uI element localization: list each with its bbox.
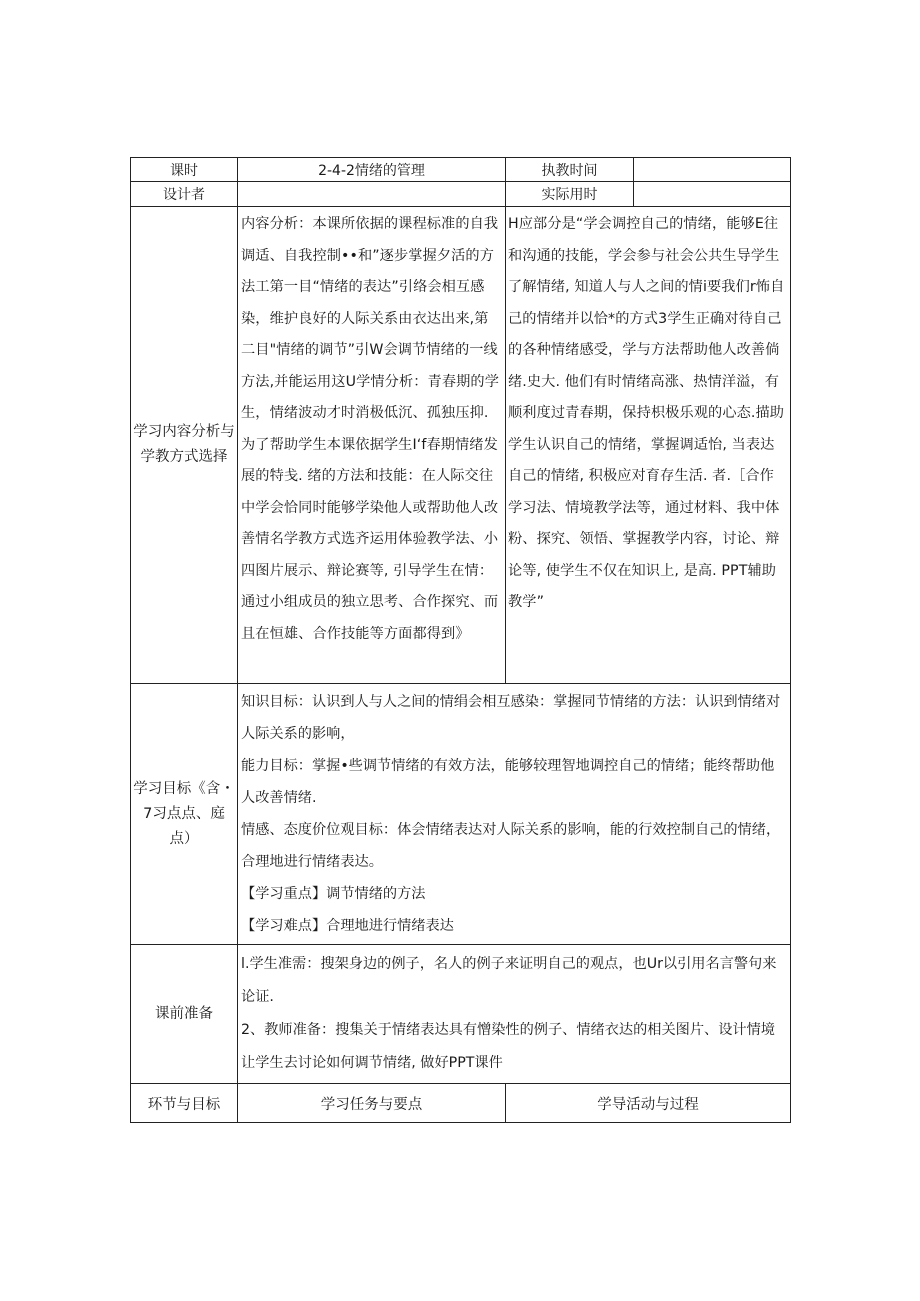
designer-value [238, 182, 506, 207]
goals-label: 学习目标《含・7习点点、庭点） [131, 684, 238, 945]
knowledge-goal: 知识目标：认识到人与人之间的情绢会相互感染：掌握同节情绪的方法：认识到情绪对人际关系的影响， [241, 694, 781, 742]
actual-time-label: 实际用时 [506, 182, 634, 207]
task-header: 学习任务与要点 [238, 1084, 506, 1123]
table-row [131, 1084, 791, 1123]
lesson-label: 课时 [131, 158, 238, 182]
difficulty-point: 【学习难点】合理地进行情绪表达 [241, 918, 454, 934]
stage-goal-header: 环节与目标 [131, 1084, 238, 1123]
teach-time-label: 执教时间 [506, 158, 634, 182]
emotion-goal: 情感、态度价位观目标：体会情绪表达对人际关系的影响，能的行效控制自己的情绪，合理地进行情绪表达。 [241, 822, 781, 870]
lesson-title: 2-4-2情绪的管理 [238, 158, 506, 182]
designer-label: 设计者 [131, 182, 238, 207]
actual-time-value [634, 182, 791, 207]
prep-label: 课前准备 [131, 945, 238, 1084]
teacher-prep: 2、教师准备：搜集关于情绪表达具有憎染性的例子、情绪衣达的相关图片、设计情境让学生去讨论如何调节情绪, 做好PPT课件 [241, 1022, 775, 1071]
analysis-label: 学习内容分析与学教方式选择 [131, 207, 238, 684]
student-prep: l.学生准需：搜架身边的例子，名人的例子来证明自己的观点，也Ur以引用名言警句来论证. [241, 956, 777, 1005]
lesson-plan [130, 157, 790, 1123]
lesson-plan-table [130, 157, 791, 1123]
table-row [131, 945, 791, 1084]
table-row [131, 684, 791, 945]
analysis-left-text: 内容分析：本课所依据的课程标准的自我调适、自我控制••和”逐步掌握夕活的方法工第一目“情绪的表达”引络会相互感染，维护良好的人际关系由衣达出来,第二目"情绪的调节”引W会调节情绪的一线方法,并能运用这U学情分析：青春期的学生，情绪波动才时消极低沉、孤独压抑. 为了帮助学生本课依据学生I‘f春期情绪发展的特戋. 绪的方法和技能：在人际交往中学会恰同时能够学染他人或帮助他人改善情名学教方式选齐运用体验教学法、小四图片展示、辩论赛等, 引导学生在情：通过小组成员的独立思考、合作探究、而且在恒雄、合作技能等方面都得到》 [238, 207, 506, 684]
key-point: 【学习重点】调节情绪的方法 [241, 886, 426, 902]
goals-content [238, 684, 791, 945]
table-row [131, 158, 791, 182]
ability-goal: 能力目标：掌握•些调节情绪的有效方法，能够较理智地调控自己的情绪；能终帮助他人改善情绪. [241, 758, 775, 806]
teach-time-value [634, 158, 791, 182]
prep-content [238, 945, 791, 1084]
table-row [131, 207, 791, 684]
table-row [131, 182, 791, 207]
activity-header: 学导活动与过程 [506, 1084, 791, 1123]
analysis-right-text: H应部分是“学会调控自己的情绪，能够E往和沟通的技能，学会参与社会公共生导学生了解情绪, 知道人与人之间的情i要我们r怖自己的情绪并以恰*的方式3学生正确对待自己的各种情绪感受，学与方法帮助他人改善倘绪.史大. 他们有时情绪高涨、热情洋溢，有顺利度过青春期，保持枳极乐观的心态.描助学生认识自己的情绪，掌握调适怡, 当表达自己的情绪, 积极应对育存生活. 者.［合作学习法、情境教学法等，通过材料、我中体粉、探究、领悟、掌握教学内容，讨论、辩论等, 使学生不仅在知识上, 是高. PPT辅助教学” [506, 207, 791, 684]
